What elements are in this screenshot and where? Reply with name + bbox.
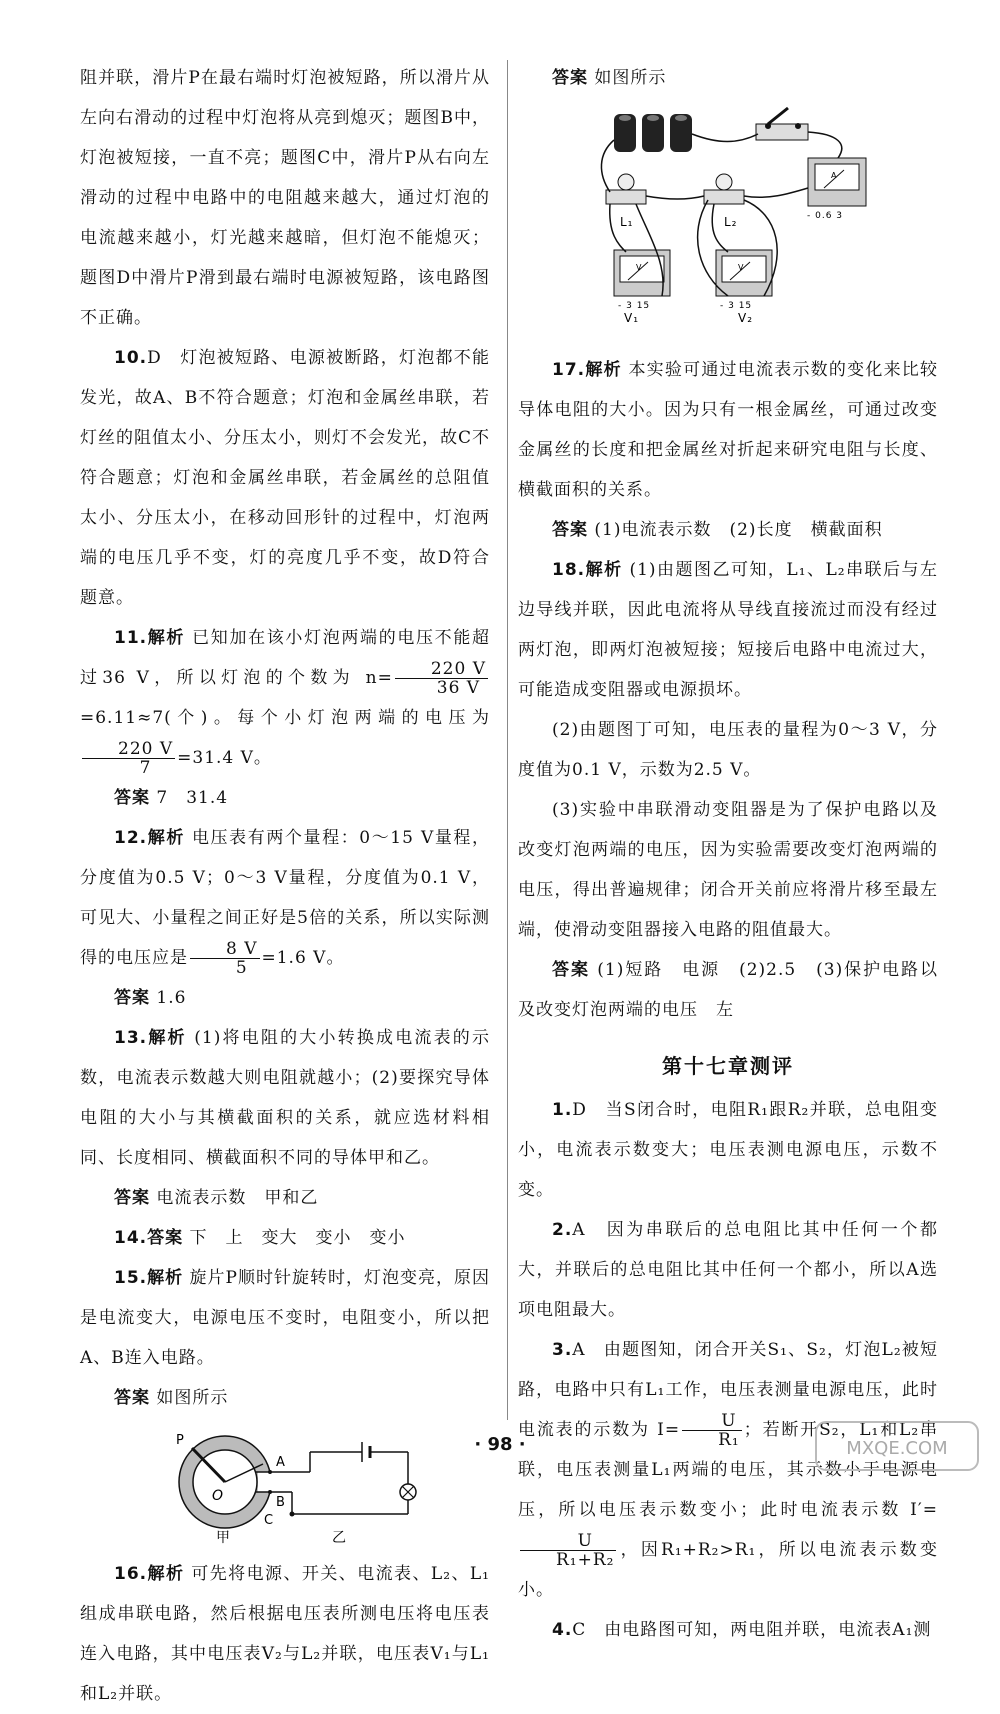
voltmeter-V2 bbox=[716, 250, 772, 325]
c2: 2.A 因为串联后的总电阻比其中任何一个都大，并联后的总电阻比其中任何一个都小，所以A选项电阻最大。 bbox=[518, 1220, 938, 1320]
c1: 1.D 当S闭合时，电阻R₁跟R₂并联，总电阻变小，电流表示数变大；电压表测电源电压，示数不变。 bbox=[518, 1100, 938, 1200]
q16-answer: 答案 如图所示 bbox=[552, 68, 667, 88]
svg-text:V₂: V₂ bbox=[738, 311, 754, 325]
q18: 18.解析 (1)由题图乙可知，L₁、L₂串联后与左边导线并联，因此电流将从导线直接流过而没有经过两灯泡，即两灯泡被短接；短接后电路中电流过大，可能造成变阻器或电源损坏。 bbox=[518, 560, 938, 700]
q12: 12.解析 电压表有两个量程：0～15 V量程，分度值为0.5 V；0～3 V量程，分度值为0.1 V，可见大、小量程之间正好是5倍的关系，所以实际测得的电压应是 $\frac{8 V}{5}$ =1.6 V。 bbox=[80, 828, 491, 978]
q14: 14.答案 下 上 变大 变小 变小 bbox=[114, 1228, 406, 1248]
svg-text:- 3 15: - 3 15 bbox=[720, 301, 753, 311]
label-yi: 乙 bbox=[332, 1530, 347, 1544]
svg-text:- 3 15: - 3 15 bbox=[618, 301, 651, 311]
fraction: $\frac{U}{\text{R₁+R₂}}$ bbox=[520, 1532, 616, 1569]
q18-part3: (3)实验中串联滑动变阻器是为了保护电路以及改变灯泡两端的电压，因为实验需要改变灯泡两端的电压，得出普遍规律；闭合开关前应将滑片移至最左端，使滑动变阻器接入电路的阻值最大。 bbox=[518, 800, 938, 940]
svg-text:A: A bbox=[831, 171, 838, 180]
voltmeter-V1 bbox=[614, 250, 670, 325]
label-jia: 甲 bbox=[216, 1530, 231, 1544]
battery-pack bbox=[614, 114, 692, 152]
q12-answer: 答案 1.6 bbox=[114, 988, 187, 1008]
q10: 10.D 灯泡被短路、电源被断路，灯泡都不能发光，故A、B不符合题意；灯泡和金属丝串联，若灯丝的阻值太小、分压太小，则灯不会发光，故C不符合题意；灯泡和金属丝串联，若金属丝的总阻值太小、分压太小，在移动回形针的过程中，灯泡两端的电压几乎不变，灯的亮度几乎不变，故D符合题意。 bbox=[80, 348, 491, 608]
switch bbox=[756, 108, 808, 140]
page-number: · 98 · bbox=[474, 1434, 526, 1455]
svg-text:V: V bbox=[738, 263, 745, 272]
watermark-logo bbox=[812, 1418, 982, 1474]
label-O: O bbox=[212, 1488, 225, 1504]
figure-16-circuit bbox=[518, 104, 938, 340]
q16: 16.解析 可先将电源、开关、电流表、L₂、L₁组成串联电路，然后根据电压表所测电压将电压表连入电路，其中电压表V₂与L₂并联，电压表V₁与L₁和L₂并联。 bbox=[80, 1564, 491, 1704]
chapter-title: 第十七章测评 bbox=[662, 1054, 794, 1078]
lamp-L2 bbox=[704, 174, 744, 229]
q18-answer: 答案 (1)短路 电源 (2)2.5 (3)保护电路以及改变灯泡两端的电压 左 bbox=[518, 960, 939, 1020]
label-P: P bbox=[176, 1433, 185, 1448]
c3: 3.A 由题图知，闭合开关S₁、S₂，灯泡L₂被短路，电路中只有L₁工作，电压表测量电源电压，此时电流表的示数为 I= $\frac{U}{\text{R₁}}$ ；若断开S₂，L₁和L₂串联，电压表测量L₁两端的电压，其示数小于电源电压，所以电压表示数变小；此时电流表示数 I′= $\frac{U}{\text{R₁+R₂}}$ ，因R₁+R₂>R₁，所以电流表示数变小。 bbox=[518, 1340, 938, 1600]
label-C: C bbox=[264, 1513, 275, 1528]
label-B: B bbox=[276, 1495, 286, 1510]
q13: 13.解析 (1)将电阻的大小转换成电流表的示数，电流表示数越大则电阻就越小；(2)要探究导体电阻的大小与其横截面积的关系，就应选材料相同、长度相同、横截面积不同的导体甲和乙。 bbox=[80, 1028, 490, 1168]
q11-answer: 答案 7 31.4 bbox=[114, 788, 229, 808]
svg-text:L₁: L₁ bbox=[620, 215, 634, 229]
svg-text:V: V bbox=[636, 263, 643, 272]
q17-answer: 答案 (1)电流表示数 (2)长度 横截面积 bbox=[552, 520, 883, 540]
q17: 17.解析 本实验可通过电流表示数的变化来比较导体电阻的大小。因为只有一根金属丝，可通过改变金属丝的长度和把金属丝对折起来研究电阻与长度、横截面积的关系。 bbox=[518, 360, 939, 500]
q15: 15.解析 旋片P顺时针旋转时，灯泡变亮，原因是电流变大，电源电压不变时，电阻变小，所以把A、B连入电路。 bbox=[80, 1268, 490, 1368]
fraction: $\frac{8 V}{5}$ bbox=[190, 940, 260, 977]
lamp-L1 bbox=[606, 174, 646, 229]
svg-text:MXQE.COM: MXQE.COM bbox=[846, 1438, 948, 1459]
label-A: A bbox=[276, 1455, 286, 1470]
q18-part2: (2)由题图丁可知，电压表的量程为0～3 V，分度值为0.1 V，示数为2.5 V。 bbox=[518, 720, 938, 780]
svg-text:L₂: L₂ bbox=[724, 215, 738, 229]
svg-text:V₁: V₁ bbox=[624, 311, 640, 325]
left-column bbox=[80, 58, 490, 1714]
right-column bbox=[518, 58, 938, 1650]
q11: 11.解析 已知加在该小灯泡两端的电压不能超过36 V，所以灯泡的个数为 n= $\frac{220 V}{36 V}$ =6.11≈7(个)。每个小灯泡两端的电压为 $\frac{220 V}{7}$ =31.4 V。 bbox=[80, 628, 490, 778]
continued-paragraph: 阻并联，滑片P在最右端时灯泡被短路，所以滑片从左向右滑动的过程中灯泡将从亮到熄灭；题图B中，灯泡被短接，一直不亮；题图C中，滑片P从右向左滑动的过程中电路中的电阻越来越大，通过灯泡的电流越来越小，灯光越来越暗，但灯泡不能熄灭；题图D中滑片P滑到最右端时电源被短路，该电路图不正确。 bbox=[80, 68, 490, 328]
fraction: $\frac{220 V}{7}$ bbox=[82, 740, 175, 777]
column-divider bbox=[507, 60, 508, 1420]
ammeter bbox=[807, 158, 866, 221]
svg-text:- 0.6 3: - 0.6 3 bbox=[807, 211, 844, 221]
fraction: $\frac{U}{\text{R₁}}$ bbox=[682, 1412, 742, 1449]
fraction: $\frac{220 V}{36 V}$ bbox=[395, 660, 488, 697]
q15-answer: 答案 如图所示 bbox=[114, 1388, 229, 1408]
c4: 4.C 由电路图可知，两电阻并联，电流表A₁测 bbox=[552, 1620, 932, 1640]
q13-answer: 答案 电流表示数 甲和乙 bbox=[114, 1188, 319, 1208]
